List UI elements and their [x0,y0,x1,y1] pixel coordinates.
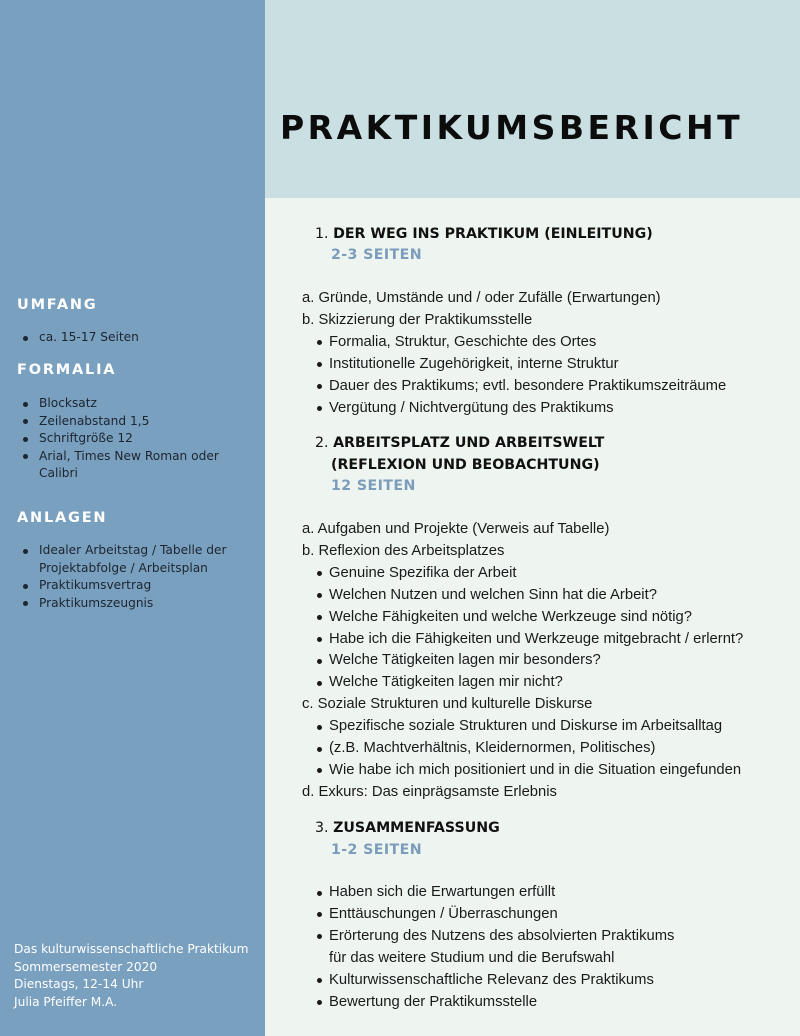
bullet-item: Welche Tätigkeiten lagen mir nicht? [302,672,792,694]
bullet-item: (z.B. Machtverhältnis, Kleidernormen, Politisches) [302,738,792,760]
text-line: c. Soziale Strukturen und kulturelle Diskurse [302,696,593,713]
umfang-heading: UMFANG [17,297,98,313]
section-3-pages: 1-2 SEITEN [331,842,423,858]
list-item: Schriftgröße 12 [22,430,252,448]
bullet-item: Formalia, Struktur, Geschichte des Ortes [302,332,792,354]
list-item: Praktikumszeugnis [22,595,252,613]
section-2-body [302,519,792,804]
course-semester: Sommersemester 2020 [14,959,158,974]
course-time: Dienstags, 12-14 Uhr [14,977,144,991]
bullet-item: Welchen Nutzen und welchen Sinn hat die Arbeit? [302,585,792,607]
section-title-line2: (REFLEXION UND BEOBACHTUNG) [331,456,600,473]
section-3-body [302,882,792,1013]
course-name: Das kulturwissenschaftliche Praktikum [14,942,249,956]
list-item: Praktikumsvertrag [22,577,252,595]
bullet-item: Welche Tätigkeiten lagen mir besonders? [302,650,792,672]
text-line: a. Gründe, Umstände und / oder Zufälle (Erwartungen) [302,290,661,306]
bullet-item: Habe ich die Fähigkeiten und Werkzeuge mitgebracht / erlernt? [302,629,792,651]
bullet-item: Vergütung / Nichtvergütung des Praktikums [302,398,792,420]
bullet-item: Genuine Spezifika der Arbeit [302,563,792,585]
bullet-item: Spezifische soziale Strukturen und Diskurse im Arbeitsalltag [302,716,792,738]
section-2-heading [315,433,604,476]
bullet-item: Erörterung des Nutzens des absolvierten Praktikums [302,926,792,948]
text-line: b. Skizzierung der Praktikumsstelle [302,311,533,328]
course-instructor: Julia Pfeiffer M.A. [14,994,118,1009]
section-number: 3. [315,820,329,836]
bullet-continuation: für das weitere Studium und die Berufswahl [329,949,615,966]
text-line: a. Aufgaben und Projekte (Verweis auf Tabelle) [302,521,610,537]
section-1-body [302,288,792,419]
section-title: ZUSAMMENFASSUNG [333,820,500,836]
bullet-item: Enttäuschungen / Überraschungen [302,904,792,926]
text-line: b. Reflexion des Arbeitsplatzes [302,542,505,559]
bullet-item: Welche Fähigkeiten und welche Werkzeuge sind nötig? [302,607,792,629]
section-number: 2. [315,435,329,451]
section-1-pages: 2-3 SEITEN [331,247,423,263]
anlagen-heading: ANLAGEN [17,510,108,526]
bullet-item: Dauer des Praktikums; evtl. besondere Praktikumszeiträume [302,376,792,398]
formalia-heading: FORMALIA [17,362,117,378]
section-number: 1. [315,226,329,242]
course-info-footer [14,941,259,1011]
sidebar [0,0,265,1036]
list-item: Arial, Times New Roman oder Calibri [22,448,252,483]
list-item: Zeilenabstand 1,5 [22,413,252,431]
umfang-list [22,329,252,347]
section-title: ARBEITSPLATZ UND ARBEITSWELT [333,435,605,451]
section-2-pages: 12 SEITEN [331,478,416,494]
anlagen-list [22,542,252,612]
section-1-heading [315,224,653,246]
list-item: Idealer Arbeitstag / Tabelle der Projektabfolge / Arbeitsplan [22,542,252,577]
list-item: Blocksatz [22,395,252,413]
bullet-item: Haben sich die Erwartungen erfüllt [302,882,792,904]
section-3-heading [315,818,500,840]
section-title: DER WEG INS PRAKTIKUM (EINLEITUNG) [333,226,653,242]
title-banner [265,0,800,198]
formalia-list [22,395,252,483]
text-line: d. Exkurs: Das einprägsamste Erlebnis [302,783,557,800]
list-item: ca. 15-17 Seiten [22,329,252,347]
page-title: PRAKTIKUMSBERICHT [280,108,744,147]
bullet-item: Bewertung der Praktikumsstelle [302,992,792,1014]
bullet-item: Wie habe ich mich positioniert und in die Situation eingefunden [302,760,792,782]
bullet-item: Kulturwissenschaftliche Relevanz des Praktikums [302,970,792,992]
bullet-item: Institutionelle Zugehörigkeit, interne Struktur [302,354,792,376]
